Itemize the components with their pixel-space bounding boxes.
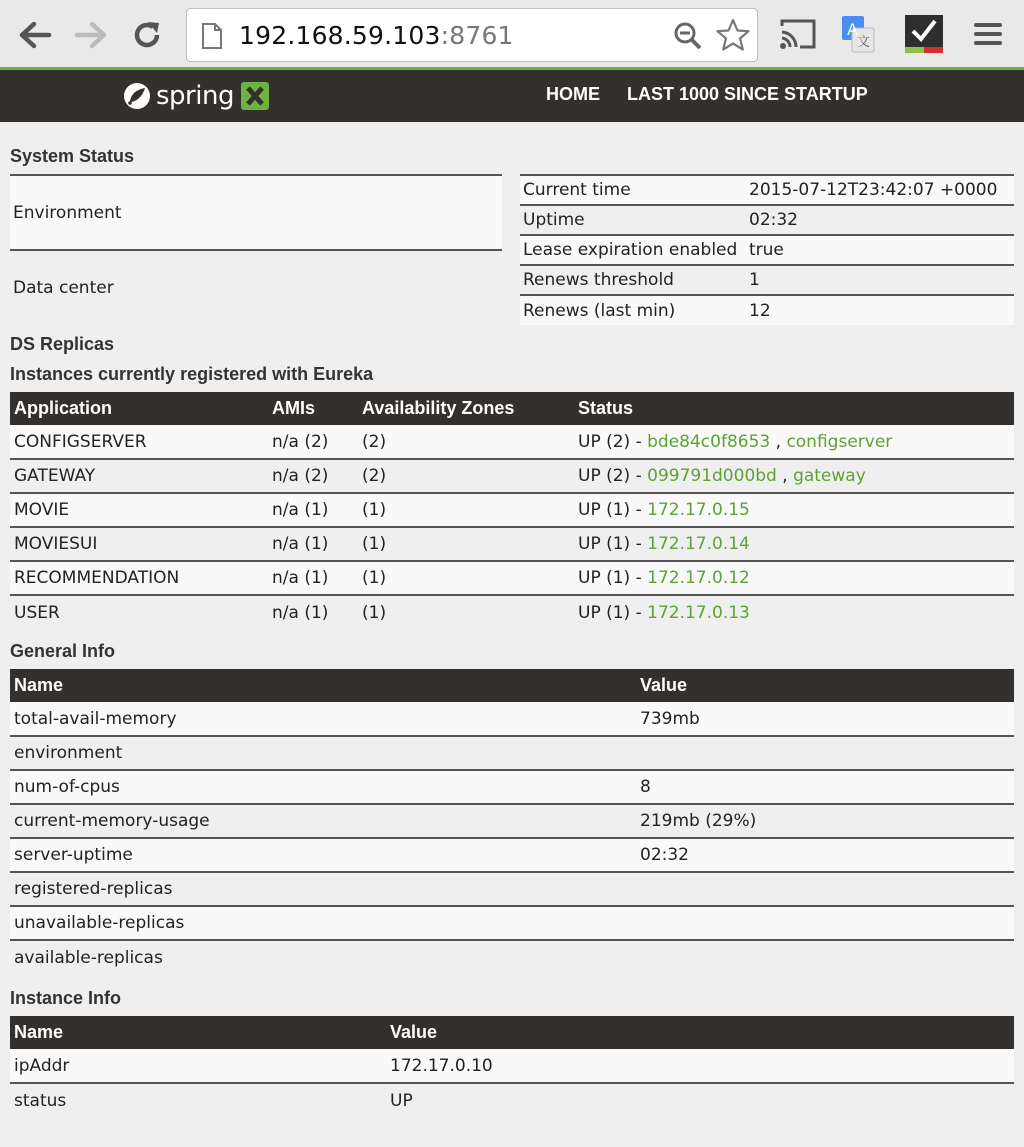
- system-status-section: [10, 174, 1014, 325]
- amis: n/a (1): [272, 568, 329, 588]
- star-icon[interactable]: [715, 17, 751, 58]
- nav-home-link[interactable]: HOME: [546, 84, 600, 104]
- status-row: [10, 175, 502, 250]
- general-info-title: General Info: [10, 641, 116, 661]
- zones: (2): [362, 466, 387, 486]
- browser-toolbar: [0, 0, 1024, 70]
- main-nav: [546, 84, 868, 105]
- status-row: [520, 295, 1014, 325]
- instance-link[interactable]: gateway: [793, 466, 866, 486]
- info-value: UP: [390, 1090, 413, 1111]
- zones: (1): [362, 568, 387, 588]
- status-cell: [574, 459, 1014, 493]
- status-text: UP (1) -: [578, 568, 648, 588]
- instance-info-header-row: [10, 1016, 1014, 1049]
- info-name: environment: [14, 743, 123, 763]
- spring-leaf-icon: [122, 81, 152, 111]
- svg-text:文: 文: [857, 35, 871, 50]
- logo-text: spring: [156, 81, 234, 111]
- col-name: Name: [10, 669, 636, 702]
- zones: (1): [362, 534, 387, 554]
- info-value: [636, 736, 1014, 770]
- status-value: true: [749, 240, 784, 260]
- reload-icon[interactable]: [130, 18, 164, 52]
- extension-icon[interactable]: [902, 12, 946, 56]
- status-label: Renews threshold: [523, 270, 674, 290]
- ds-replicas-title: DS Replicas: [10, 334, 115, 354]
- cast-icon[interactable]: [776, 12, 820, 56]
- info-row: [10, 702, 1014, 736]
- status-text: UP (1) -: [578, 534, 648, 554]
- amis: n/a (2): [272, 466, 329, 486]
- status-label: Lease expiration enabled: [523, 240, 738, 260]
- info-value: 8: [640, 777, 651, 797]
- nav-last1000-link[interactable]: LAST 1000 SINCE STARTUP: [627, 84, 868, 104]
- translate-icon[interactable]: [836, 12, 880, 56]
- status-cell: [574, 425, 1014, 459]
- info-name: status: [14, 1090, 67, 1111]
- instance-row: [10, 561, 1014, 595]
- info-name: unavailable-replicas: [14, 913, 185, 933]
- link-separator: ,: [770, 431, 787, 452]
- info-value: 172.17.0.10: [390, 1055, 493, 1076]
- zones: (2): [362, 431, 387, 452]
- col-amis: AMIs: [268, 392, 358, 425]
- instance-row: [10, 493, 1014, 527]
- info-row: [10, 736, 1014, 770]
- system-status-title: System Status: [10, 146, 135, 166]
- status-row: [520, 265, 1014, 295]
- instance-link[interactable]: 172.17.0.12: [647, 568, 750, 588]
- page-icon: [201, 22, 223, 55]
- status-row: [520, 205, 1014, 235]
- info-name: ipAddr: [14, 1055, 70, 1076]
- status-row: [520, 235, 1014, 265]
- status-row: [520, 175, 1014, 205]
- instances-title: Instances currently registered with Eureka: [10, 364, 374, 384]
- status-cell: [574, 527, 1014, 561]
- info-name: registered-replicas: [14, 879, 173, 899]
- info-name: total-avail-memory: [14, 708, 177, 729]
- status-cell: [574, 595, 1014, 629]
- instances-header-row: [10, 392, 1014, 425]
- site-header: [0, 70, 1024, 122]
- info-name: available-replicas: [14, 947, 163, 968]
- link-separator: ,: [776, 466, 794, 486]
- instance-row: [10, 425, 1014, 459]
- x-logo-icon: [240, 81, 270, 111]
- info-name: server-uptime: [14, 845, 133, 865]
- instance-row: [10, 595, 1014, 629]
- status-label: Current time: [523, 180, 631, 200]
- app-name: CONFIGSERVER: [14, 431, 147, 452]
- info-value: [636, 872, 1014, 906]
- url-text: 192.168.59.103:8761: [239, 21, 514, 50]
- instance-info-title: Instance Info: [10, 988, 122, 1008]
- app-name: MOVIE: [14, 500, 70, 520]
- instance-link[interactable]: 172.17.0.14: [647, 534, 750, 554]
- info-row: [10, 770, 1014, 804]
- app-name: USER: [14, 602, 60, 623]
- status-value: 1: [749, 270, 760, 290]
- info-value: 02:32: [640, 845, 689, 865]
- status-cell: [574, 561, 1014, 595]
- amis: n/a (2): [272, 431, 329, 452]
- instance-link[interactable]: 172.17.0.15: [647, 500, 750, 520]
- info-value: [636, 940, 1014, 974]
- info-value: 739mb: [640, 708, 700, 729]
- info-row: [10, 940, 1014, 974]
- instance-link[interactable]: 099791d000bd: [647, 466, 777, 486]
- instances-table: [10, 392, 1014, 629]
- info-name: num-of-cpus: [14, 777, 120, 797]
- col-name: Name: [10, 1016, 386, 1049]
- system-status-right-table: [520, 174, 1014, 325]
- info-row: [10, 1083, 1014, 1117]
- menu-icon[interactable]: [966, 12, 1010, 56]
- instance-row: [10, 459, 1014, 493]
- info-row: [10, 872, 1014, 906]
- main-content: [0, 122, 1024, 1117]
- general-info-header-row: [10, 669, 1014, 702]
- col-zones: Availability Zones: [358, 392, 574, 425]
- instance-link[interactable]: configserver: [786, 431, 893, 452]
- zones: (1): [362, 500, 387, 520]
- back-icon[interactable]: [18, 18, 52, 52]
- info-row: [10, 838, 1014, 872]
- app-name: MOVIESUI: [14, 534, 98, 554]
- instance-link[interactable]: 172.17.0.13: [647, 602, 750, 623]
- app-name: GATEWAY: [14, 466, 96, 486]
- status-label: Data center: [13, 278, 114, 298]
- forward-icon[interactable]: [74, 18, 108, 52]
- info-name: current-memory-usage: [14, 811, 210, 831]
- info-value: 219mb (29%): [640, 811, 757, 831]
- info-row: [10, 906, 1014, 940]
- col-value: Value: [636, 669, 1014, 702]
- zoom-icon[interactable]: [673, 21, 703, 56]
- info-row: [10, 1049, 1014, 1083]
- system-status-left-table: [10, 174, 502, 325]
- status-label: Environment: [13, 202, 122, 223]
- status-text: UP (1) -: [578, 602, 648, 623]
- col-status: Status: [574, 392, 1014, 425]
- status-value: 2015-07-12T23:42:07 +0000: [749, 180, 998, 200]
- col-application: Application: [10, 392, 268, 425]
- instance-link[interactable]: bde84c0f8653: [647, 431, 771, 452]
- amis: n/a (1): [272, 534, 329, 554]
- status-text: UP (1) -: [578, 500, 648, 520]
- status-value: 12: [749, 300, 771, 321]
- status-label: Uptime: [523, 210, 585, 230]
- amis: n/a (1): [272, 500, 329, 520]
- svg-text:A: A: [847, 20, 858, 39]
- status-label: Renews (last min): [523, 300, 676, 321]
- status-row: [10, 250, 502, 325]
- instance-row: [10, 527, 1014, 561]
- info-row: [10, 804, 1014, 838]
- status-text: UP (2) -: [578, 431, 648, 452]
- status-value: 02:32: [749, 210, 798, 230]
- app-name: RECOMMENDATION: [14, 568, 180, 588]
- status-text: UP (2) -: [578, 466, 648, 486]
- status-cell: [574, 493, 1014, 527]
- info-value: [636, 906, 1014, 940]
- address-bar[interactable]: [186, 8, 758, 62]
- spring-logo[interactable]: [122, 80, 270, 112]
- zones: (1): [362, 602, 387, 623]
- amis: n/a (1): [272, 602, 329, 623]
- general-info-table: [10, 669, 1014, 974]
- col-value: Value: [386, 1016, 1014, 1049]
- instance-info-table: [10, 1016, 1014, 1117]
